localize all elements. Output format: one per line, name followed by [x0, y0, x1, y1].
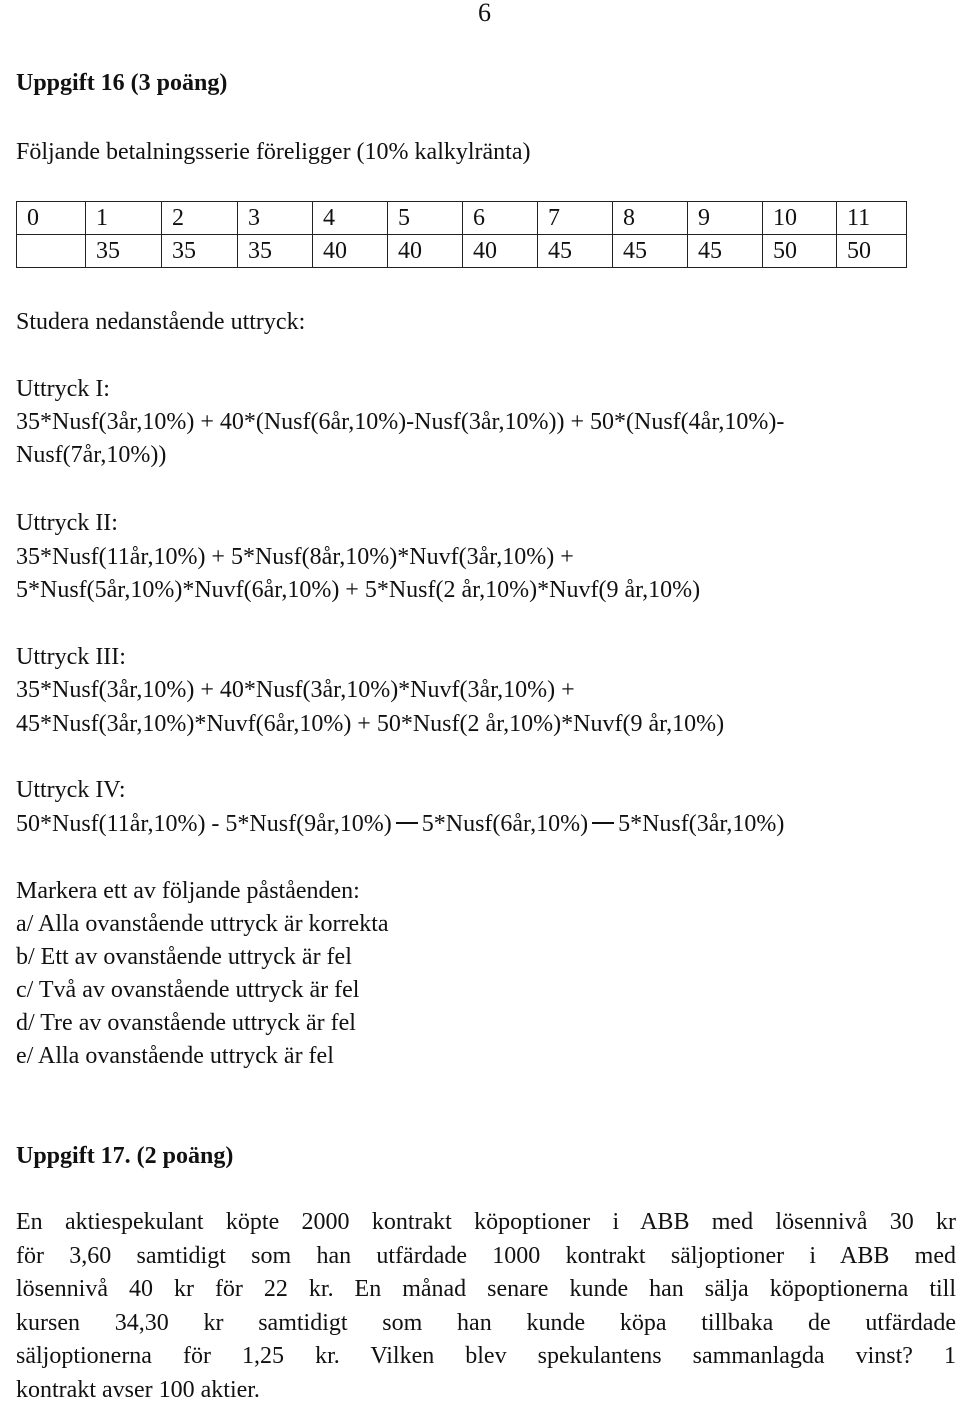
expression-1-line-1: 35*Nusf(3år,10%) + 40*(Nusf(6år,10%)-Nusf(3år,10%)) + 50*(Nusf(4år,10%)- — [16, 409, 785, 435]
table-row-payments — [17, 235, 907, 268]
expression-4-part-1: 50*Nusf(11år,10%) - 5*Nusf(9år,10%) — [16, 811, 392, 837]
table-cell: 40 — [463, 235, 538, 268]
table-cell: 0 — [17, 202, 86, 235]
task17-line: kursen 34,30 kr samtidigt som han kunde köpa tillbaka de utfärdade — [16, 1309, 956, 1336]
option-d: d/ Tre av ovanstående uttryck är fel — [16, 1010, 356, 1036]
task17-line: säljoptionerna för 1,25 kr. Vilken blev spekulantens sammanlagda vinst? 1 — [16, 1343, 956, 1370]
expression-3-label: Uttryck III: — [16, 644, 126, 670]
page-number: 6 — [478, 0, 491, 27]
table-cell: 5 — [388, 202, 463, 235]
expression-1-label: Uttryck I: — [16, 376, 110, 402]
task16-intro: Följande betalningsserie föreligger (10% kalkylränta) — [16, 139, 531, 165]
payment-series-table — [16, 201, 907, 268]
task17-line: för 3,60 samtidigt som han utfärdade 1000 kontrakt säljoptioner i ABB med — [16, 1242, 956, 1269]
missing-operator-dash — [396, 822, 418, 824]
expression-4-part-3: 5*Nusf(3år,10%) — [618, 811, 785, 837]
table-cell: 8 — [613, 202, 688, 235]
expression-1-line-2: Nusf(7år,10%)) — [16, 442, 167, 468]
table-cell: 40 — [388, 235, 463, 268]
option-a: a/ Alla ovanstående uttryck är korrekta — [16, 911, 389, 937]
task17-title: Uppgift 17. (2 poäng) — [16, 1143, 234, 1169]
table-row-periods — [17, 202, 907, 235]
expression-2-line-1: 35*Nusf(11år,10%) + 5*Nusf(8år,10%)*Nuvf(3år,10%) + — [16, 544, 574, 570]
expression-3-line-2: 45*Nusf(3år,10%)*Nuvf(6år,10%) + 50*Nusf(2 år,10%)*Nuvf(9 år,10%) — [16, 711, 725, 737]
table-cell: 35 — [238, 235, 313, 268]
table-cell: 40 — [313, 235, 388, 268]
table-cell: 45 — [688, 235, 763, 268]
missing-operator-dash — [592, 822, 614, 824]
table-cell: 6 — [463, 202, 538, 235]
option-b: b/ Ett av ovanstående uttryck är fel — [16, 944, 352, 970]
table-cell: 7 — [538, 202, 613, 235]
task17-body — [16, 1206, 956, 1408]
task16-title: Uppgift 16 (3 poäng) — [16, 70, 228, 96]
study-instruction: Studera nedanstående uttryck: — [16, 309, 306, 335]
option-e: e/ Alla ovanstående uttryck är fel — [16, 1043, 334, 1069]
task17-line: En aktiespekulant köpte 2000 kontrakt köpoptioner i ABB med lösennivå 30 kr — [16, 1209, 956, 1235]
table-cell: 50 — [837, 235, 907, 268]
choose-instruction: Markera ett av följande påståenden: — [16, 878, 360, 904]
table-cell — [17, 235, 86, 268]
expression-2-line-2: 5*Nusf(5år,10%)*Nuvf(6år,10%) + 5*Nusf(2 år,10%)*Nuvf(9 år,10%) — [16, 577, 701, 603]
table-cell: 10 — [763, 202, 837, 235]
expression-4-label: Uttryck IV: — [16, 777, 126, 803]
table-cell: 4 — [313, 202, 388, 235]
table-cell: 50 — [763, 235, 837, 268]
table-cell: 2 — [162, 202, 238, 235]
expression-3-line-1: 35*Nusf(3år,10%) + 40*Nusf(3år,10%)*Nuvf(3år,10%) + — [16, 677, 575, 703]
table-cell: 3 — [238, 202, 313, 235]
table-cell: 35 — [86, 235, 162, 268]
expression-2-label: Uttryck II: — [16, 510, 118, 536]
table-cell: 45 — [613, 235, 688, 268]
table-cell: 35 — [162, 235, 238, 268]
table-cell: 45 — [538, 235, 613, 268]
expression-4-part-2: 5*Nusf(6år,10%) — [421, 811, 589, 837]
table-cell: 1 — [86, 202, 162, 235]
task17-line: kontrakt avser 100 aktier. — [16, 1376, 260, 1403]
table-cell: 9 — [688, 202, 763, 235]
option-c: c/ Två av ovanstående uttryck är fel — [16, 977, 360, 1003]
expression-4-line — [16, 810, 784, 838]
table-cell: 11 — [837, 202, 907, 235]
task17-line: lösennivå 40 kr för 22 kr. En månad senare kunde han sälja köpoptionerna till — [16, 1276, 956, 1303]
